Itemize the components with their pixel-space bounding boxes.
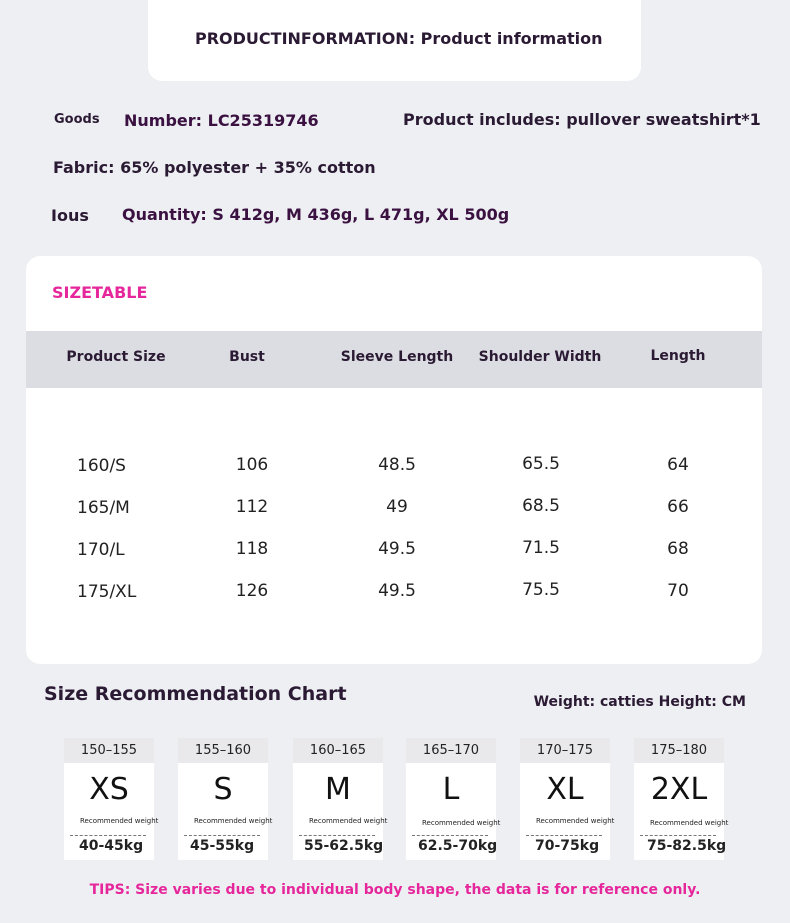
recommended-weight-label: Recommended weight — [80, 817, 159, 825]
fabric-info: Fabric: 65% polyester + 35% cotton — [53, 158, 376, 177]
height-range: 175–180 — [634, 738, 724, 763]
weight-range: 40-45kg — [79, 838, 144, 854]
size-recommendation-title: Size Recommendation Chart — [44, 683, 347, 705]
divider — [184, 835, 260, 836]
recommended-weight-label: Recommended weight — [309, 817, 388, 825]
size-letter: L — [442, 772, 460, 807]
cell-product-size: 165/M — [77, 498, 130, 518]
recommended-weight-label: Recommended weight — [536, 817, 615, 825]
size-table-title: SIZETABLE — [52, 283, 148, 302]
weight-range: 70-75kg — [535, 838, 600, 854]
quantity-info: Quantity: S 412g, M 436g, L 471g, XL 500g — [122, 205, 510, 224]
size-card-xs — [64, 738, 159, 860]
cell-length: 64 — [667, 455, 689, 475]
divider — [412, 835, 488, 836]
goods-number: Number: LC25319746 — [124, 111, 319, 130]
size-card-xl — [520, 738, 615, 860]
cell-shoulder-width: 75.5 — [522, 580, 560, 600]
height-range: 160–165 — [293, 738, 383, 763]
recommended-weight-label: Recommended weight — [650, 819, 729, 827]
cell-sleeve-length: 49 — [386, 497, 408, 517]
size-table-card — [26, 256, 762, 664]
size-letter: S — [213, 772, 233, 807]
size-letter: M — [325, 772, 351, 807]
header-bust: Bust — [229, 349, 265, 365]
cell-sleeve-length: 49.5 — [378, 539, 416, 559]
tips-note: TIPS: Size varies due to individual body shape, the data is for reference only. — [89, 882, 701, 898]
size-table-header — [26, 331, 762, 388]
height-range: 150–155 — [64, 738, 154, 763]
divider — [526, 835, 602, 836]
header-shoulder-width: Shoulder Width — [478, 349, 602, 365]
cell-product-size: 160/S — [77, 456, 126, 476]
ious-label: Ious — [51, 206, 89, 225]
cell-shoulder-width: 68.5 — [522, 496, 560, 516]
size-letter: XL — [546, 772, 584, 807]
header-length: Length — [650, 348, 706, 364]
cell-length: 70 — [667, 581, 689, 601]
size-letter: XS — [89, 772, 129, 807]
header-product-size: Product Size — [66, 349, 166, 365]
header-sleeve-length: Sleeve Length — [340, 349, 454, 365]
size-card-m — [293, 738, 388, 860]
weight-range: 62.5-70kg — [418, 838, 498, 854]
weight-range: 45-55kg — [190, 838, 255, 854]
product-info-title: PRODUCTINFORMATION: Product information — [195, 29, 603, 48]
size-card-l — [406, 738, 501, 860]
size-card-s — [178, 738, 273, 860]
size-card-2xl — [634, 738, 729, 860]
cell-bust: 118 — [235, 539, 269, 559]
cell-product-size: 175/XL — [77, 582, 137, 602]
size-letter: 2XL — [650, 772, 708, 807]
cell-bust: 126 — [235, 581, 269, 601]
cell-sleeve-length: 49.5 — [378, 581, 416, 601]
weight-range: 55-62.5kg — [304, 838, 384, 854]
height-range: 170–175 — [520, 738, 610, 763]
cell-shoulder-width: 71.5 — [522, 538, 560, 558]
cell-length: 68 — [667, 539, 689, 559]
goods-label: Goods — [54, 112, 100, 127]
cell-sleeve-length: 48.5 — [378, 455, 416, 475]
height-range: 155–160 — [178, 738, 268, 763]
cell-bust: 112 — [235, 497, 269, 517]
recommended-weight-label: Recommended weight — [194, 817, 273, 825]
cell-shoulder-width: 65.5 — [522, 454, 560, 474]
divider — [299, 835, 375, 836]
recommended-weight-label: Recommended weight — [422, 819, 501, 827]
divider — [640, 835, 716, 836]
divider — [70, 835, 146, 836]
cell-product-size: 170/L — [77, 540, 125, 560]
weight-range: 75-82.5kg — [647, 838, 727, 854]
product-includes: Product includes: pullover sweatshirt*1 — [403, 110, 761, 129]
units-label: Weight: catties Height: CM — [533, 694, 746, 710]
height-range: 165–170 — [406, 738, 496, 763]
cell-length: 66 — [667, 497, 689, 517]
cell-bust: 106 — [235, 455, 269, 475]
